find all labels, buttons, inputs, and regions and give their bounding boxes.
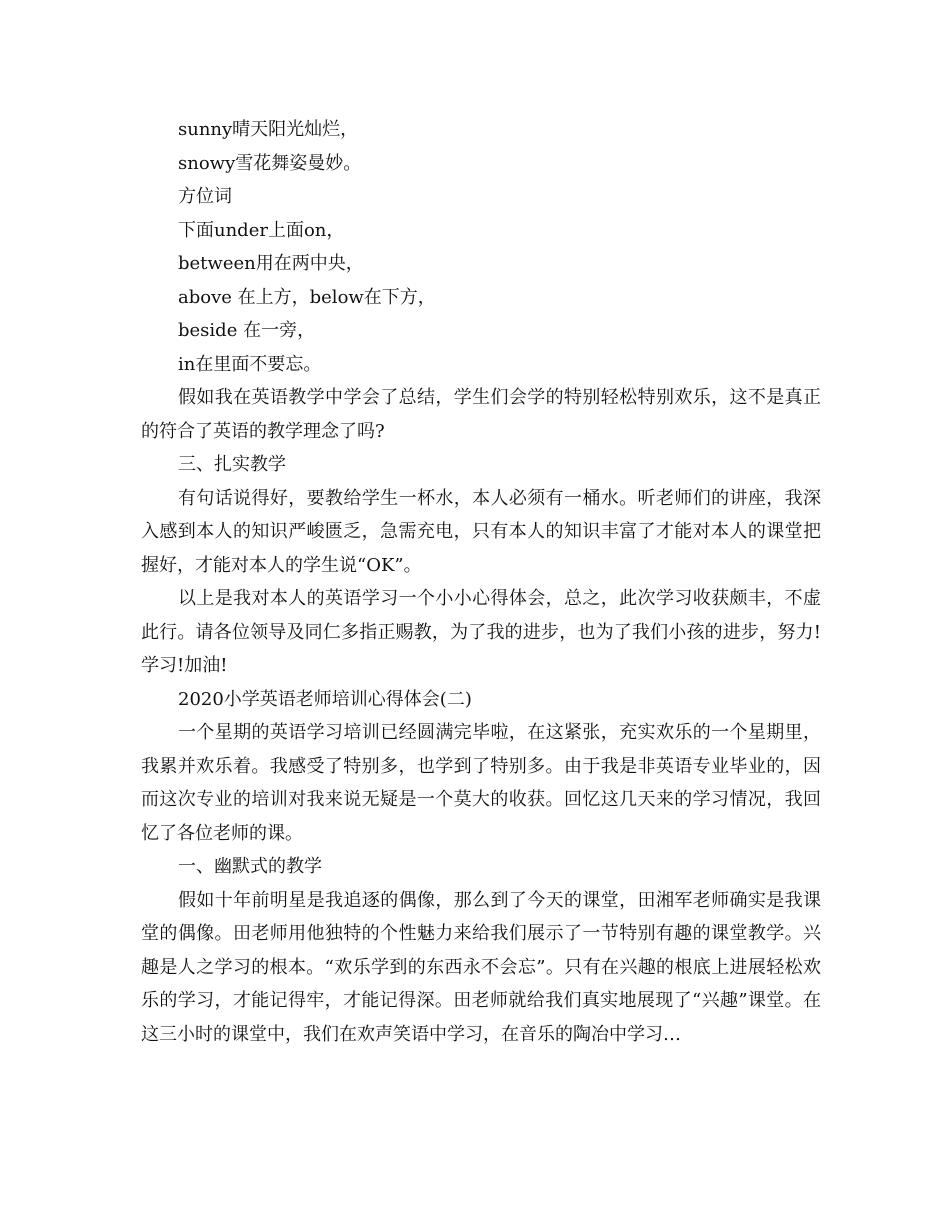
paragraph-idol-teacher: 假如十年前明星是我追逐的偶像，那么到了今天的课堂，田湘军老师确实是我课堂的偶像。田老师用他独特的个性魅力来给我们展示了一节特别有趣的课堂教学。兴趣是人之学习的根本。“欢乐学到的东西永不会忘”。只有在兴趣的根底上进展轻松欢乐的学习，才能记得牢，才能记得深。田老师就给我们真实地展现了“兴趣”课堂。在这三小时的课堂中，我们在欢声笑语中学习，在音乐的陶冶中学习… <box>141 889 821 1045</box>
article-title-part-two: 2020小学英语老师培训心得体会(二) <box>178 688 472 710</box>
rhyme-line-under-on: 下面under上面on， <box>178 219 345 241</box>
section-heading-prepositions: 方位词 <box>178 186 232 207</box>
paragraph-summary-teaching: 假如我在英语教学中学会了总结，学生们会学的特别轻松特别欢乐，这不是真正的符合了英语的教学理念了吗? <box>141 387 821 442</box>
section-heading-solid-teaching: 三、扎实教学 <box>178 454 286 475</box>
paragraph-knowledge: 有句话说得好，要教给学生一杯水，本人必须有一桶水。听老师们的讲座，我深入感到本人的知识严峻匮乏，急需充电，只有本人的知识丰富了才能对本人的课堂把握好，才能对本人的学生说“OK”。 <box>141 487 821 576</box>
rhyme-line-snowy: snowy雪花舞姿曼妙。 <box>178 152 362 174</box>
rhyme-line-above-below: above 在上方，below在下方， <box>178 286 436 308</box>
rhyme-line-beside: beside 在一旁， <box>178 320 316 341</box>
rhyme-line-between: between用在两中央， <box>178 253 364 274</box>
rhyme-line-sunny: sunny晴天阳光灿烂， <box>178 119 359 140</box>
paragraph-conclusion: 以上是我对本人的英语学习一个小小心得体会，总之，此次学习收获颇丰，不虚此行。请各位领导及同仁多指正赐教，为了我的进步，也为了我们小孩的进步，努力!学习!加油! <box>141 588 821 676</box>
section-heading-humorous-teaching: 一、幽默式的教学 <box>178 856 322 877</box>
document-body <box>141 113 821 1051</box>
rhyme-line-in: in在里面不要忘。 <box>178 353 322 375</box>
paragraph-training-week: 一个星期的英语学习培训已经圆满完毕啦，在这紧张，充实欢乐的一个星期里，我累并欢乐着。我感受了特别多，也学到了特别多。由于我是非英语专业毕业的，因而这次专业的培训对我来说无疑是一个莫大的收获。回忆这几天来的学习情况，我回忆了各位老师的课。 <box>141 722 821 844</box>
